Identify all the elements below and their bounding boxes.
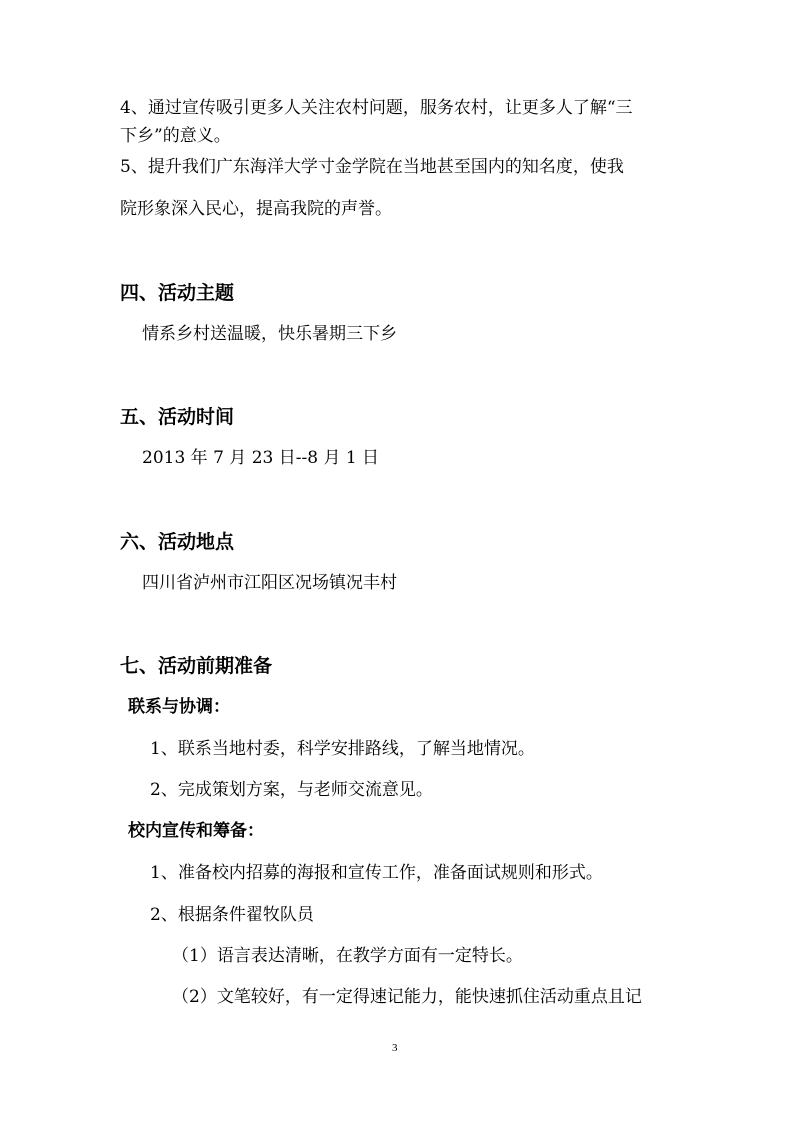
goal-item-5-line-1: 5、提升我们广东海洋大学寸金学院在当地甚至国内的知名度，使我 [120,157,624,177]
goal-item-4-line-1: 4、通过宣传吸引更多人关注农村问题，服务农村，让更多人了解“三 [120,98,633,118]
goal-item-5-line-2: 院形象深入民心，提高我院的声誉。 [120,199,392,219]
activity-theme: 情系乡村送温暖，快乐暑期三下乡 [142,324,397,344]
contact-item-1: 1、联系当地村委，科学安排路线，了解当地情况。 [150,739,535,759]
activity-location: 四川省泸州市江阳区况场镇况丰村 [142,573,397,593]
section-5-heading: 五、活动时间 [120,406,235,428]
campus-subitem-1: （1）语言表达清晰，在教学方面有一定特长。 [172,946,523,966]
section-7-heading: 七、活动前期准备 [120,655,273,677]
activity-time: 2013 年 7 月 23 日--8 月 1 日 [142,448,380,468]
campus-item-1: 1、准备校内招募的海报和宣传工作，准备面试规则和形式。 [150,863,603,883]
campus-preparation-title: 校内宣传和筹备： [128,821,264,841]
campus-subitem-2: （2）文笔较好，有一定得速记能力，能快速抓住活动重点且记 [172,987,642,1007]
contact-coordination-title: 联系与协调： [128,697,230,717]
section-4-heading: 四、活动主题 [120,282,235,304]
contact-item-2: 2、完成策划方案，与老师交流意见。 [150,780,433,800]
section-6-heading: 六、活动地点 [120,531,235,553]
goal-item-4-line-2: 下乡”的意义。 [120,126,231,146]
campus-item-2: 2、根据条件翟牧队员 [150,905,314,925]
page-number: 3 [392,1042,398,1054]
